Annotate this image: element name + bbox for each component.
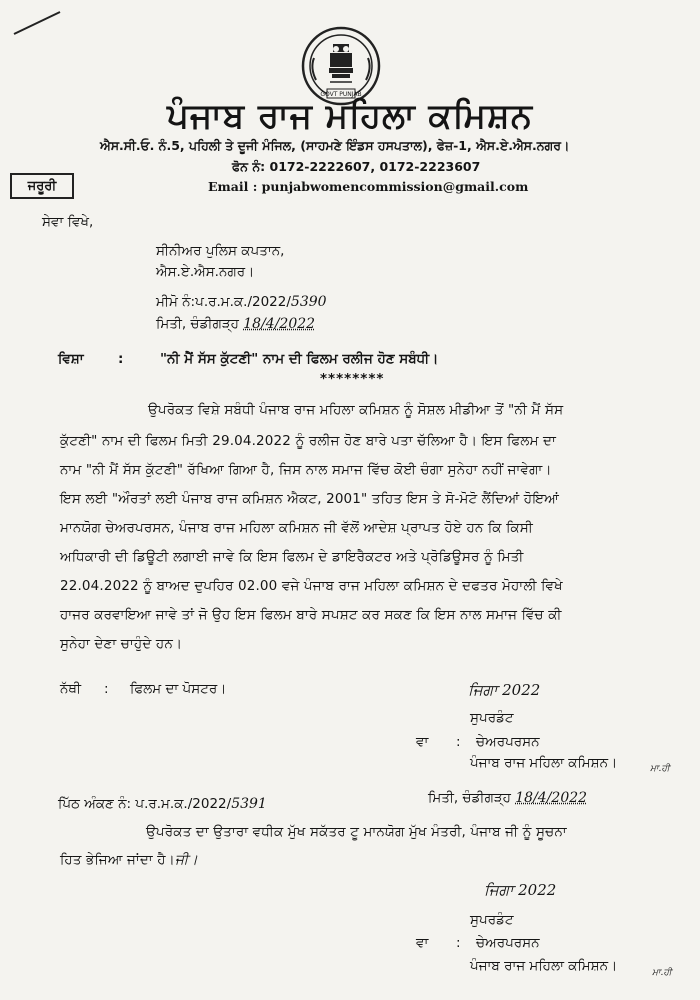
memo-number-label: ਮੀਮੋ ਨੰ:ਪ.ਰ.ਮ.ਕ./2022/ [156,294,291,310]
email-line: Email : punjabwomencommission@gmail.com [208,179,529,194]
subject-separator: ******** [320,371,385,387]
endorsement-date [428,790,587,806]
endorsement-line-2-text: ਹਿਤ ਭੇਜਿਆ ਜਾਂਦਾ ਹੈ। [60,852,175,868]
signature-for-label: ਵਾ [416,935,429,951]
subject-text: "ਨੀ ਮੈਂ ਸੱਸ ਕੁੱਟਣੀ" ਨਾਮ ਦੀ ਫਿਲਮ ਰਲੀਜ ਹੋਣ ਸਬੰਧੀ। [160,351,439,367]
body-line: ਉਪਰੋਕਤ ਵਿਸ਼ੇ ਸਬੰਧੀ ਪੰਜਾਬ ਰਾਜ ਮਹਿਲਾ ਕਮਿਸ਼ਨ ਨੂੰ ਸੋਸ਼ਲ ਮੀਡੀਆ ਤੋਂ "ਨੀ ਮੈਂ ਸੱਸ [148,402,564,418]
subject-label: ਵਿਸ਼ਾ [58,351,84,367]
urgent-stamp: ਜਰੂਰੀ [10,173,74,199]
body-line: ਇਸ ਲਈ "ਔਰਤਾਂ ਲਈ ਪੰਜਾਬ ਰਾਜ ਕਮਿਸ਼ਨ ਐਕਟ, 2001" ਤਹਿਤ ਇਸ ਤੇ ਸੋ-ਮੋਟੋ ਲੈਂਦਿਆਂ ਹੋਇਆਂ [60,491,560,507]
salutation: ਸੇਵਾ ਵਿਖੇ, [42,214,94,230]
phone-line: ਫੋਨ ਨੰ: 0172-2222607, 0172-2223607 [232,159,481,174]
memo-date [156,316,315,332]
endorsement-number-handwritten: 5391 [231,796,267,812]
memo-number-handwritten: 5390 [290,294,327,310]
subject-colon: : [118,351,124,367]
emblem-caption: GOVT PUNJAB [320,91,362,98]
memo-date-handwritten: 18/4/2022 [243,316,316,332]
memo-date-label: ਮਿਤੀ, ਚੰਡੀਗੜ੍ਹ [156,316,239,332]
attachment-text: ਫਿਲਮ ਦਾ ਪੋਸਟਰ। [130,681,227,697]
address-line: ਐਸ.ਸੀ.ਓ. ਨੰ.5, ਪਹਿਲੀ ਤੇ ਦੂਜੀ ਮੰਜਿਲ, (ਸਾਹਮਣੇ ਇੰਡਸ ਹਸਪਤਾਲ), ਫੇਜ਼-1, ਐਸ.ਏ.ਐਸ.ਨਗਰ। [100,138,570,153]
body-line: 22.04.2022 ਨੂੰ ਬਾਅਦ ਦੁਪਹਿਰ 02.00 ਵਜੇ ਪੰਜਾਬ ਰਾਜ ਮਹਿਲਾ ਕਮਿਸ਼ਨ ਦੇ ਦਫਤਰ ਮੋਹਾਲੀ ਵਿਖੇ [60,578,563,594]
signature-designation: ਸੁਪਰਡੰਟ [470,912,514,928]
endorsement-line-2-handnote: ਜੀ। [174,852,198,868]
pen-stroke-mark [12,6,64,36]
endorsement-date-handwritten: 18/4/2022 [515,790,588,806]
endorsement-date-label: ਮਿਤੀ, ਚੰਡੀਗੜ੍ਹ [428,790,511,806]
addressee-line-1: ਸੀਨੀਅਰ ਪੁਲਿਸ ਕਪਤਾਨ, [156,243,285,259]
body-line: ਹਾਜਰ ਕਰਵਾਇਆ ਜਾਵੇ ਤਾਂ ਜੋ ਉਹ ਇਸ ਫਿਲਮ ਬਾਰੇ ਸਪਸ਼ਟ ਕਰ ਸਕਣ ਕਿ ਇਸ ਨਾਲ ਸਮਾਜ ਵਿੱਚ ਕੀ [60,607,562,623]
attachment-label: ਨੱਥੀ [60,681,82,697]
signature-initials: ਜਿਗਾ 2022 [484,881,557,899]
body-line: ਸੁਨੇਹਾ ਦੇਣਾ ਚਾਹੁੰਦੇ ਹਨ। [60,636,183,652]
body-line: ਅਧਿਕਾਰੀ ਦੀ ਡਿਊਟੀ ਲਗਾਈ ਜਾਵੇ ਕਿ ਇਸ ਫਿਲਮ ਦੇ ਡਾਇਰੈਕਟਰ ਅਤੇ ਪ੍ਰੋਡਿਊਸਰ ਨੂੰ ਮਿਤੀ [60,549,524,565]
signature-designation: ਸੁਪਰਡੰਟ [470,710,514,726]
signature-line-2: ਪੰਜਾਬ ਰਾਜ ਮਹਿਲਾ ਕਮਿਸ਼ਨ। [470,958,618,974]
endorsement-number-label: ਪਿੱਠ ਅੰਕਣ ਨੰ: ਪ.ਰ.ਮ.ਕ./2022/ [58,796,232,812]
signature-for-label: ਵਾ [416,734,429,750]
addressee-line-2: ਐਸ.ਏ.ਐਸ.ਨਗਰ। [156,264,255,280]
signature-line-1: ਚੇਅਰਪਰਸਨ [476,935,540,951]
endorsement-line-1: ਉਪਰੋਕਤ ਦਾ ਉਤਾਰਾ ਵਧੀਕ ਮੁੱਖ ਸਕੱਤਰ ਟੂ ਮਾਨਯੋਗ ਮੁੱਖ ਮੰਤਰੀ, ਪੰਜਾਬ ਜੀ ਨੂੰ ਸੂਚਨਾ [146,824,567,840]
signature-handnote: ਮਾ.ਹੀ [652,968,672,978]
endorsement-line-2 [60,852,198,868]
signature-for-colon: : [456,734,461,750]
signature-line-1: ਚੇਅਰਪਰਸਨ [476,734,540,750]
organization-title: ਪੰਜਾਬ ਰਾਜ ਮਹਿਲਾ ਕਮਿਸ਼ਨ [167,96,533,136]
body-line: ਮਾਨਯੋਗ ਚੇਅਰਪਰਸਨ, ਪੰਜਾਬ ਰਾਜ ਮਹਿਲਾ ਕਮਿਸ਼ਨ ਜੀ ਵੱਲੋਂ ਆਦੇਸ਼ ਪ੍ਰਾਪਤ ਹੋਏ ਹਨ ਕਿ ਕਿਸੀ [60,520,533,536]
body-line: ਕੁੱਟਣੀ" ਨਾਮ ਦੀ ਫਿਲਮ ਮਿਤੀ 29.04.2022 ਨੂੰ ਰਲੀਜ ਹੋਣ ਬਾਰੇ ਪਤਾ ਚੱਲਿਆ ਹੈ। ਇਸ ਫਿਲਮ ਦਾ [60,433,557,449]
signature-handnote: ਮਾ.ਹੀ [650,764,670,774]
endorsement-number [58,796,267,812]
signature-line-2: ਪੰਜਾਬ ਰਾਜ ਮਹਿਲਾ ਕਮਿਸ਼ਨ। [470,755,618,771]
memo-number [156,294,327,310]
body-line: ਨਾਮ "ਨੀ ਮੈਂ ਸੱਸ ਕੁੱਟਣੀ" ਰੱਖਿਆ ਗਿਆ ਹੈ, ਜਿਸ ਨਾਲ ਸਮਾਜ ਵਿੱਚ ਕੋਈ ਚੰਗਾ ਸੁਨੇਹਾ ਨਹੀਂ ਜਾਵੇਗਾ। [60,462,552,478]
signature-initials: ਜਿਗਾ 2022 [468,681,541,699]
signature-for-colon: : [456,935,461,951]
attachment-colon: : [104,681,109,697]
